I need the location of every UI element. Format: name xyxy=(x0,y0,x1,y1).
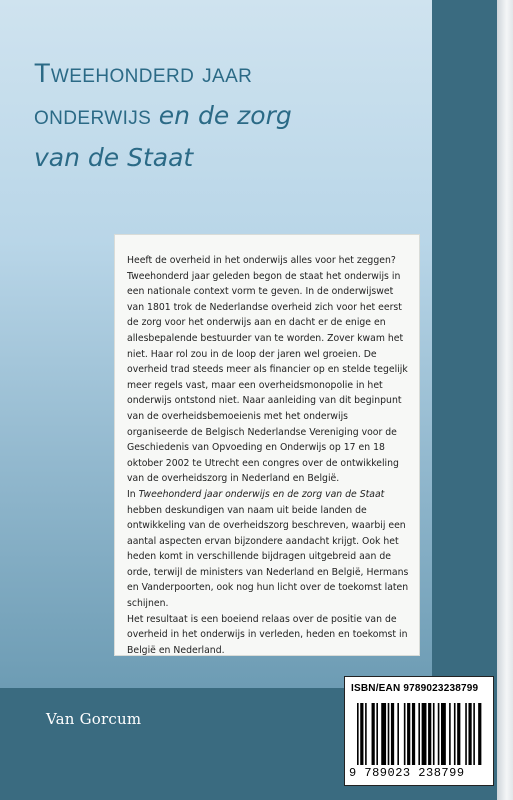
book-title xyxy=(34,52,424,179)
blurb-p2-start: In xyxy=(127,488,136,500)
blurb-box xyxy=(114,234,420,656)
blurb-p2-book-title: Tweehonderd jaar onderwijs en de zorg van de Staat xyxy=(138,488,385,500)
blurb-p2-rest: hebben deskundigen van naam uit beide landen de ontwikkeling van de overheidszorg beschreven, waarbij een aantal aspecten ervan bijzondere aandacht krijgt. Ook het heden komt in verschillende bijdragen uitgebreid aan de orde, terwijl de ministers van Nederland en België, Hermans en Vanderpoorten, ook nog hun licht over de toekomst laten schijnen. xyxy=(127,504,409,610)
blurb-paragraph-3: Het resultaat is een boeiend relaas over de positie van de overheid in het onderwijs in verleden, heden en toekomst in België en Nederland. xyxy=(127,613,408,656)
barcode-icon xyxy=(357,703,483,765)
isbn-label: ISBN/EAN 9789023238799 xyxy=(351,683,479,694)
title-line-1: Tweehonderd jaar xyxy=(34,58,253,88)
title-line-3: van de Staat xyxy=(34,143,194,172)
title-line-2 xyxy=(34,94,424,137)
barcode-sticker xyxy=(344,676,494,786)
page-edge xyxy=(497,0,513,800)
title-line-2-caps: onderwijs xyxy=(34,100,152,130)
blurb-paragraph-2 xyxy=(127,487,409,612)
publisher-logo: Van Gorcum xyxy=(46,710,142,728)
isbn-digits: 9 789023 238799 xyxy=(349,766,465,780)
blurb-paragraph-1: Heeft de overheid in het onderwijs alles voor het zeggen? Tweehonderd jaar geleden begon de staat het onderwijs in een nationale context vorm te geven. In de onderwijswet van 1801 trok de Nederlandse overheid zich voor het eerst de zorg voor het onderwijs aan en dacht er de enige en allesbepalende bestuurder van te worden. Zover kwam het niet. Haar rol zou in de loop der jaren wel groeien. De overheid trad steeds meer als financier op en stelde tegelijk meer regels vast, maar een overheidsmonopolie in het onderwijs ontstond niet. Naar aanleiding van dit beginpunt van de overheidsbemoeienis met het onderwijs organiseerde de Belgisch Nederlandse Vereniging voor de Geschiedenis van Opvoeding en Onderwijs op 17 en 18 oktober 2002 te Utrecht een congres over de ontwikkeling van de overheidszorg in Nederland en België. xyxy=(127,255,408,485)
title-line-2-italic: en de zorg xyxy=(158,101,292,130)
